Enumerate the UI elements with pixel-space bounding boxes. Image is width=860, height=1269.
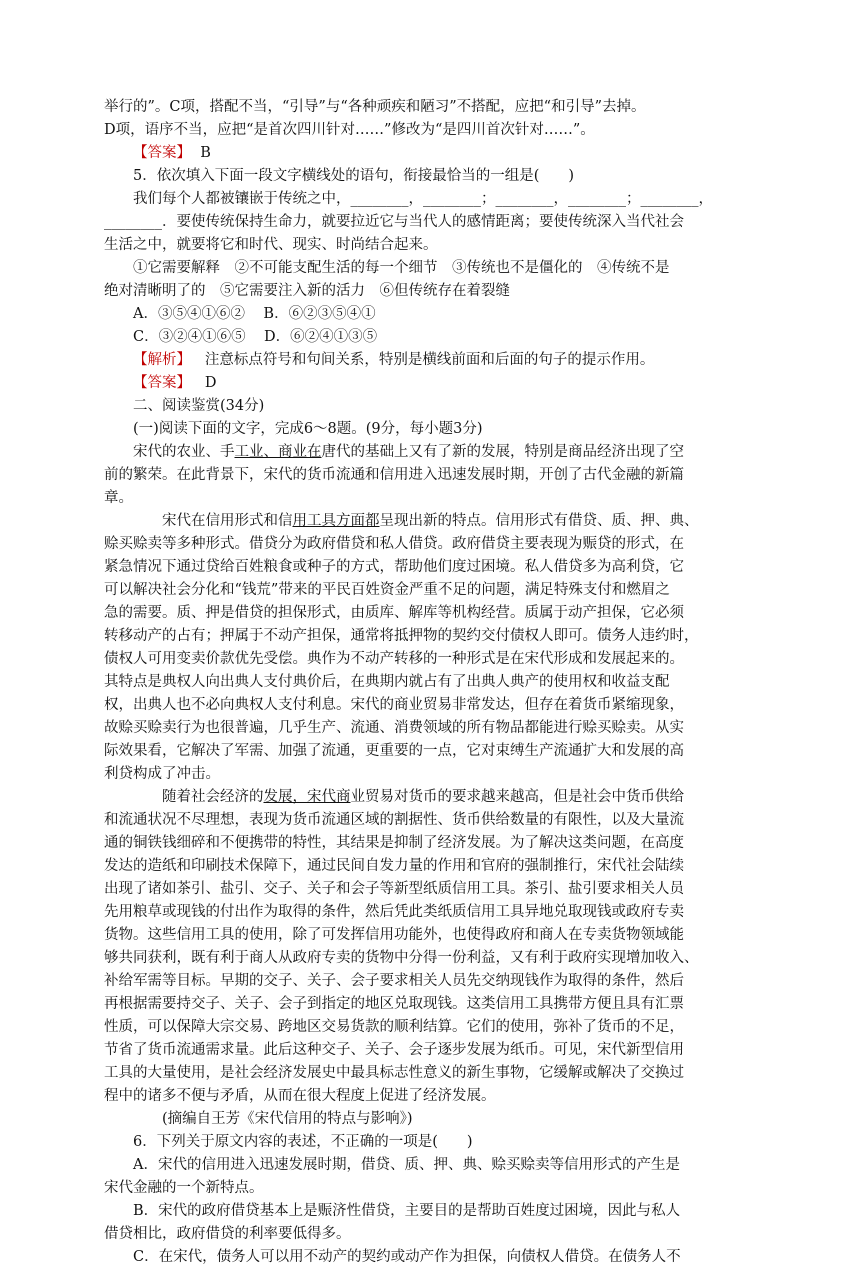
article-line: 利贷构成了冲击。 bbox=[104, 766, 220, 782]
q5-passage-line: 生活之中，就要将它和时代、现实、时尚结合起来。 bbox=[104, 237, 438, 253]
page-content bbox=[104, 96, 756, 1269]
q6-option-a-cont: 宋代金融的一个新特点。 bbox=[104, 1180, 264, 1196]
section-heading: 二、阅读鉴赏(34分) bbox=[133, 398, 265, 414]
answer-label: 【答案】 bbox=[133, 375, 191, 391]
q5-analysis bbox=[104, 349, 756, 372]
analysis-text: 注意标点符号和句间关系，特别是横线前面和后面的句子的提示作用。 bbox=[204, 352, 655, 368]
q5-options-row bbox=[104, 326, 756, 349]
section-subheading: (一)阅读下面的文字，完成6～8题。(9分，每小题3分) bbox=[133, 421, 483, 437]
article-line: 债权人可用变卖价款优先受偿。典作为不动产转移的一种形式是在宋代形成和发展起来的。 bbox=[104, 651, 684, 667]
article-line: 补给军需等目标。早期的交子、关子、会子要求相关人员先交纳现钱作为取得的条件，然后 bbox=[104, 973, 684, 989]
q5-option-c: C．③②④①⑥⑤ bbox=[133, 329, 246, 345]
article-line: 赊买赊卖等多种形式。借贷分为政府借贷和私人借贷。政府借贷主要表现为赈贷的形式，在 bbox=[104, 536, 684, 552]
article-line: 先用粮草或现钱的付出作为取得的条件，然后凭此类纸质信用工具异地兑取现钱或政府专卖 bbox=[104, 904, 684, 920]
analysis-label: 【解析】 bbox=[133, 352, 191, 368]
q4-explanation-line: 举行的”。C项，搭配不当，“引导”与“各种顽疾和陋习”不搭配，应把“和引导”去掉。 bbox=[104, 99, 646, 115]
article-line: 故赊买赊卖行为也很普遍，几乎生产、流通、消费领域的所有物品都能进行赊买赊卖。从实 bbox=[104, 720, 684, 736]
underlined-text: 发展，宋代商 bbox=[263, 789, 351, 805]
article-line: 发达的造纸和印刷技术保障下，通过民间自发力量的作用和官府的强制推行，宋代社会陆续 bbox=[104, 858, 684, 874]
article-line: 随着社会经济的发展，宋代商业贸易对货币的要求越来越高，但是社会中货币供给 bbox=[162, 789, 684, 805]
article-line: 前的繁荣。在此背景下，宋代的货币流通和信用进入迅速发展时期，开创了古代金融的新篇 bbox=[104, 467, 684, 483]
answer-value: B bbox=[200, 145, 211, 161]
article-line: 权，出典人也不必向典权人支付利息。宋代的商业贸易非常发达，但存在着货币紧缩现象， bbox=[104, 697, 684, 713]
article-line: 紧急情况下通过贷给百姓粮食或种子的方式，帮助他们度过困境。私人借贷多为高利贷，它 bbox=[104, 559, 684, 575]
q4-explanation-line: D项，语序不当，应把“是首次四川针对……”修改为“是四川首次针对……”。 bbox=[104, 122, 595, 138]
article-line: 宋代在信用形式和信用工具方面都呈现出新的特点。信用形式有借贷、质、押、典、 bbox=[162, 513, 699, 529]
q6-option-b-cont: 借贷相比，政府借贷的利率要低得多。 bbox=[104, 1226, 351, 1242]
article-line: 程中的诸多不便与矛盾，从而在很大程度上促进了经济发展。 bbox=[104, 1088, 496, 1104]
q5-option-a: A．③⑤④①⑥② bbox=[133, 306, 245, 322]
article-line: 出现了诸如茶引、盐引、交子、关子和会子等新型纸质信用工具。茶引、盐引要求相关人员 bbox=[104, 881, 684, 897]
article-line: 性质，可以保障大宗交易、跨地区交易货款的顺利结算。它们的使用，弥补了货币的不足， bbox=[104, 1019, 684, 1035]
q6-option-a: A．宋代的信用进入迅速发展时期，借贷、质、押、典、赊买赊卖等信用形式的产生是 bbox=[133, 1157, 680, 1173]
article-line: 转移动产的占有；押属于不动产担保，通常将抵押物的契约交付债权人即可。债务人违约时， bbox=[104, 628, 699, 644]
q5-option-b: B．⑥②③⑤④① bbox=[263, 306, 376, 322]
answer-value: D bbox=[204, 375, 217, 391]
article-line: 货物。这些信用工具的使用，除了可发挥信用功能外，也使得政府和商人在专卖货物领域能 bbox=[104, 927, 684, 943]
q5-items-line: ①它需要解释 ②不可能支配生活的每一个细节 ③传统也不是僵化的 ④传统不是 bbox=[133, 260, 670, 276]
article-line: 通的铜铁钱细碎和不便携带的特性，其结果是抑制了经济发展。为了解决这类问题，在高度 bbox=[104, 835, 684, 851]
q5-answer bbox=[104, 372, 756, 395]
q6-option-b: B．宋代的政府借贷基本上是赈济性借贷，主要目的是帮助百姓度过困境，因此与私人 bbox=[133, 1203, 681, 1219]
q5-items-line: 绝对清晰明了的 ⑤它需要注入新的活力 ⑥但传统存在着裂缝 bbox=[104, 283, 510, 299]
q5-passage-line: ________．要使传统保持生命力，就要拉近它与当代人的感情距离；要使传统深入当代社会 bbox=[104, 214, 684, 230]
underlined-text: 工业、商业在 bbox=[234, 444, 322, 460]
article-line: 够共同获利，既有利于商人从政府专卖的货物中分得一份利益，又有利于政府实现增加收入、 bbox=[104, 950, 699, 966]
q4-answer bbox=[104, 142, 756, 165]
article-line: 其特点是典权人向出典人支付典价后，在典期内就占有了出典人典产的使用权和收益支配 bbox=[104, 674, 670, 690]
q6-option-c: C．在宋代，债务人可以用不动产的契约或动产作为担保，向债权人借贷。在债务人不 bbox=[133, 1249, 681, 1265]
q5-stem: 5．依次填入下面一段文字横线处的语句，衔接最恰当的一组是( ) bbox=[133, 168, 575, 184]
q5-option-d: D．⑥②④①③⑤ bbox=[264, 329, 378, 345]
q5-passage-line: 我们每个人都被镶嵌于传统之中，________，________；________，________；________， bbox=[133, 191, 713, 207]
q5-options-row bbox=[104, 303, 756, 326]
article-line: 章。 bbox=[104, 490, 133, 506]
article-line: 节省了货币流通需求量。此后这种交子、关子、会子逐步发展为纸币。可见，宋代新型信用 bbox=[104, 1042, 684, 1058]
article-line: 宋代的农业、手工业、商业在唐代的基础上又有了新的发展，特别是商品经济出现了空 bbox=[133, 444, 684, 460]
article-line: 际效果看，它解决了军需、加强了流通，更重要的一点，它对束缚生产流通扩大和发展的高 bbox=[104, 743, 684, 759]
q6-stem: 6．下列关于原文内容的表述，不正确的一项是( ) bbox=[133, 1134, 473, 1150]
article-source: (摘编自王芳《宋代信用的特点与影响》) bbox=[162, 1111, 413, 1127]
article-line: 急的需要。质、押是借贷的担保形式，由质库、解库等机构经营。质属于动产担保，它必须 bbox=[104, 605, 684, 621]
article-line: 可以解决社会分化和“钱荒”带来的平民百姓资金严重不足的问题，满足特殊支付和燃眉之 bbox=[104, 582, 670, 598]
answer-label: 【答案】 bbox=[133, 145, 191, 161]
article-line: 工具的大量使用，是社会经济发展史中最具标志性意义的新生事物，它缓解或解决了交换过 bbox=[104, 1065, 684, 1081]
underlined-text: 用工具方面都 bbox=[292, 513, 380, 529]
article-line: 再根据需要持交子、关子、会子到指定的地区兑取现钱。这类信用工具携带方便且具有汇票 bbox=[104, 996, 684, 1012]
article-line: 和流通状况不尽理想，表现为货币流通区域的割据性、货币供给数量的有限性，以及大量流 bbox=[104, 812, 684, 828]
